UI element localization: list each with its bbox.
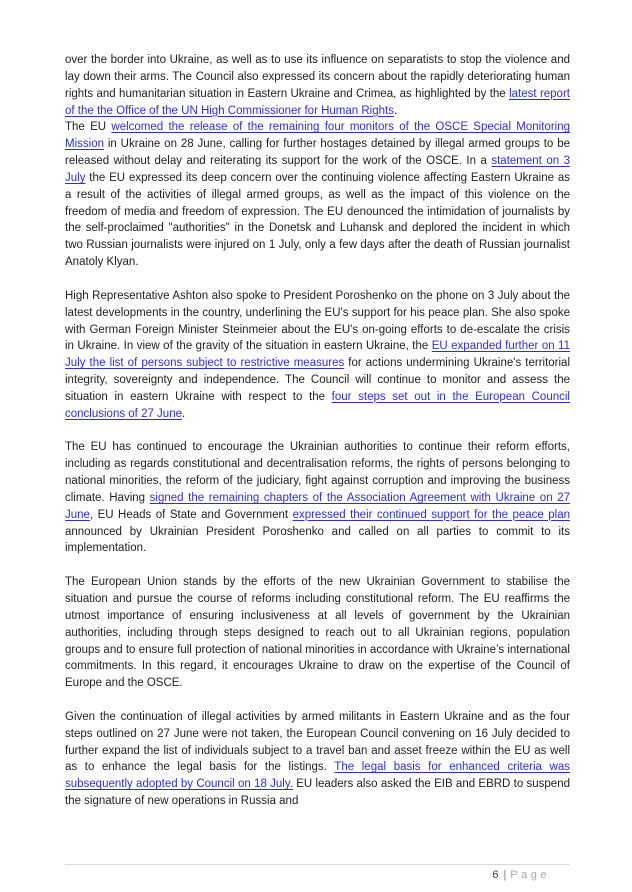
paragraph-reform-efforts	[65, 439, 570, 557]
text-run: The European Union stands by the efforts of the new Ukrainian Government to stabilise the situation and pursue the course of reforms including constitutional reform. The EU reaffirms the utmost importance of ensuring inclusiveness at all levels of government by the Ukrainian authorities, including through steps designed to reach out to all Ukrainian regions, population groups and to ensure full protection of national minorities in accordance with Ukraine’s international commitments. In this regard, it encourages Ukraine to draw on the expertise of the Council of Europe and the OSCE.	[65, 576, 570, 690]
link-statement-3-july[interactable]: statement on 3 July	[65, 155, 570, 184]
footer-page-word: Page	[510, 869, 550, 881]
text-run: .	[393, 104, 398, 117]
text-run: .	[182, 407, 186, 420]
paragraph-stabilisation	[65, 574, 570, 692]
text-run: over the border into Ukraine, as well as to use its influence on separatists to stop the violence and lay down their arms. The Council also expressed its concern about the rapidly deteriorating human rights and humanitarian situation in Eastern Ukraine and Crimea, as highlighted by the	[65, 54, 570, 100]
text-run: the EU expressed its deep concern over the continuing violence affecting Eastern Ukraine as a result of the activities of illegal armed groups, as well as the impact of this violence on the freedom of media and freedom of expression. The EU denounced the intimidation of journalists by the self-proclaimed "authorities" in the Donetsk and Luhansk and deplored the incident in which two Russian journalists were injured on 1 July, only a few days after the death of Russian journalist Anatoly Klyan.	[65, 171, 570, 269]
link-four-steps-council-conclusions[interactable]: four steps set out in the European Council conclusions of 27 June	[65, 390, 570, 420]
footer-separator: |	[503, 869, 507, 881]
text-run: High Representative Ashton also spoke to President Poroshenko on the phone on 3 July about the latest developments in the country, underlining the EU's support for his peace plan. She also spoke with German Foreign Minister Steinmeier about the EU's on-going efforts to de-escalate the crisis in Ukraine. In view of the gravity of the situation in eastern Ukraine, the	[65, 289, 570, 353]
text-run: The EU	[65, 121, 112, 134]
footer-rule	[65, 864, 570, 865]
paragraph-osce-monitors	[65, 119, 570, 271]
link-association-agreement-chapters[interactable]: signed the remaining chapters of the Association Agreement with Ukraine on 27 June	[65, 491, 571, 521]
link-peace-plan-support[interactable]: expressed their continued support for the peace plan	[292, 508, 571, 521]
link-legal-basis-18-july[interactable]: The legal basis for enhanced criteria was subsequently adopted by Council on 18 July.	[65, 761, 570, 791]
text-run: The EU has continued to encourage the Ukrainian authorities to continue their reform efforts, including as regards constitutional and decentralisation reforms, the rights of persons belonging to national minorities, the reform of the judiciary, fight against corruption and improving the business climate. Having	[65, 441, 570, 504]
document-body	[65, 52, 570, 810]
text-run: , EU Heads of State and Government	[89, 508, 293, 521]
footer-page-label	[65, 869, 570, 881]
text-run: EU leaders also asked the EIB and EBRD to suspend the signature of new operations in Russia and	[65, 778, 570, 808]
paragraph-border-violence	[65, 52, 570, 119]
link-un-high-commissioner-report[interactable]: latest report of the the Office of the UN High Commissioner for Human Rights	[65, 87, 570, 117]
link-restrictive-measures-11-july[interactable]: EU expanded further on 11 July the list of persons subject to restrictive measures	[65, 340, 570, 370]
page-number: 6	[492, 869, 499, 881]
paragraph-ashton-poroshenko	[65, 288, 570, 423]
text-run: Given the continuation of illegal activities by armed militants in Eastern Ukraine and as the four steps outlined on 27 June were not taken, the European Council convening on 16 July decided to further expand the list of individuals subject to a travel ban and asset freeze within the EU as well as to enhance the legal basis for the listings.	[65, 710, 570, 774]
text-run: in Ukraine on 28 June, calling for further hostages detained by illegal armed groups to be released without delay and reiterating its support for the work of the OSCE. In a	[65, 138, 570, 168]
page-footer	[65, 864, 570, 881]
paragraph-european-council-16-july	[65, 709, 570, 810]
text-run: for actions undermining Ukraine's territorial integrity, sovereignty and independence. The Council will continue to monitor and assess the situation in eastern Ukraine with respect to the	[65, 357, 570, 403]
text-run: announced by Ukrainian President Poroshenko and called on all parties to commit to its implementation.	[65, 525, 570, 555]
link-osce-monitors-release[interactable]: welcomed the release of the remaining four monitors of the OSCE Special Monitoring Mission	[65, 121, 570, 151]
